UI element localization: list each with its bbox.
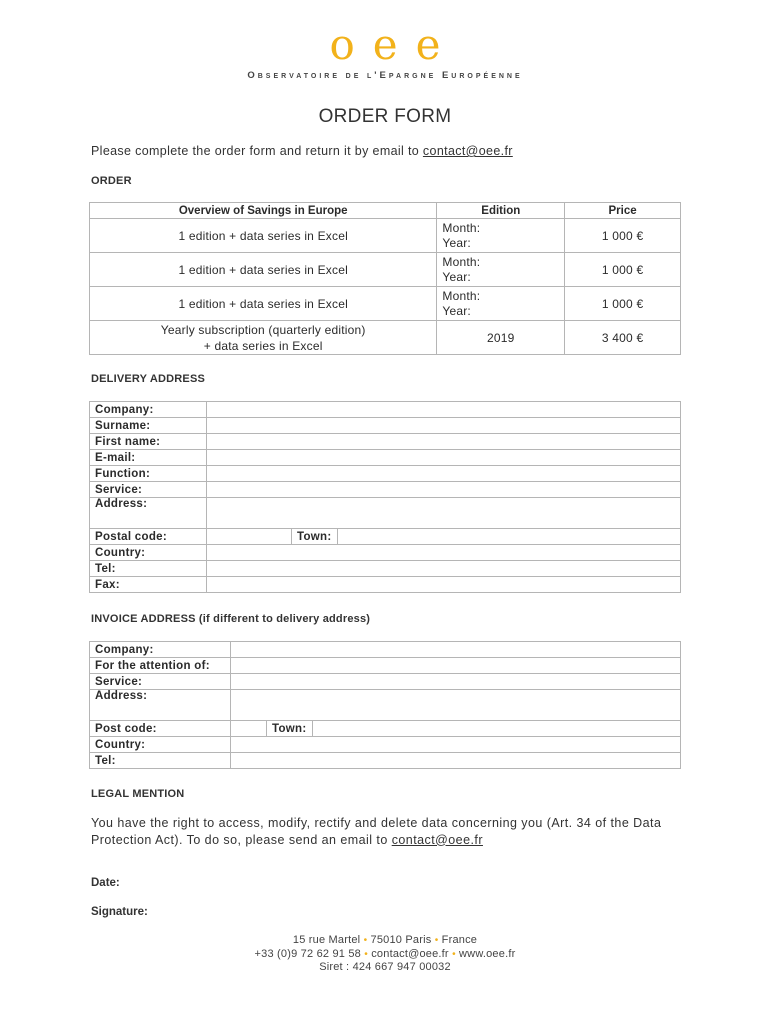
footer-siret: Siret : 424 667 947 00032: [319, 961, 451, 973]
company-field[interactable]: [207, 402, 681, 418]
first-name-label: First name:: [90, 434, 207, 450]
intro-sentence: Please complete the order form and return it by email to: [91, 144, 420, 158]
service-field[interactable]: [207, 482, 681, 498]
tel-field[interactable]: [231, 753, 681, 769]
order-heading: ORDER: [91, 175, 132, 187]
surname-field[interactable]: [207, 418, 681, 434]
tel-label: Tel:: [90, 753, 231, 769]
edition-cell[interactable]: [437, 219, 565, 253]
postal-code-field[interactable]: [207, 529, 292, 545]
footer-city: 75010 Paris: [370, 934, 432, 946]
price-cell: 1 000 €: [565, 253, 681, 287]
org-name: Observatoire de l'Epargne Européenne: [247, 70, 523, 81]
edition-cell[interactable]: [437, 253, 565, 287]
country-field[interactable]: [207, 545, 681, 561]
address-label: Address:: [90, 690, 231, 721]
table-row: [90, 219, 681, 253]
function-label: Function:: [90, 466, 207, 482]
page-title: ORDER FORM: [318, 106, 452, 127]
post-code-label: Post code:: [90, 721, 231, 737]
footer-country: France: [441, 934, 478, 946]
price-cell: 1 000 €: [565, 219, 681, 253]
service-label: Service:: [90, 482, 207, 498]
subscription-line1: Yearly subscription (quarterly edition): [160, 322, 366, 337]
invoice-form: [89, 641, 681, 769]
attention-field[interactable]: [231, 658, 681, 674]
post-code-field[interactable]: [231, 721, 267, 737]
email-label: E-mail:: [90, 450, 207, 466]
postal-code-label: Postal code:: [90, 529, 207, 545]
month-label: Month:: [442, 220, 481, 235]
intro-email-link[interactable]: contact@oee.fr: [422, 144, 513, 158]
order-table: [89, 202, 681, 355]
signature-label: Signature:: [91, 906, 148, 918]
town-field[interactable]: [337, 529, 681, 545]
company-label: Company:: [90, 402, 207, 418]
legal-email-link[interactable]: contact@oee.fr: [391, 832, 483, 847]
bullet-icon: •: [452, 948, 456, 960]
product-cell: 1 edition + data series in Excel: [90, 253, 437, 287]
legal-sentence: You have the right to access, modify, rectify and delete data concerning you (Art. 34 of the Data Protection Act). To do so, please send an email to: [91, 816, 662, 847]
col-product: Overview of Savings in Europe: [90, 203, 437, 219]
bullet-icon: •: [364, 948, 368, 960]
email-field[interactable]: [207, 450, 681, 466]
price-cell: 3 400 €: [565, 321, 681, 355]
first-name-field[interactable]: [207, 434, 681, 450]
month-label: Month:: [442, 254, 481, 269]
surname-label: Surname:: [90, 418, 207, 434]
col-price: Price: [565, 203, 681, 219]
subscription-line2: + data series in Excel: [203, 338, 323, 353]
function-field[interactable]: [207, 466, 681, 482]
service-label: Service:: [90, 674, 231, 690]
footer-street: 15 rue Martel: [292, 934, 361, 946]
invoice-heading: INVOICE ADDRESS (if different to delivery address): [91, 613, 371, 625]
footer: [0, 934, 770, 975]
footer-address-line: [0, 934, 770, 948]
table-header-row: [90, 203, 681, 219]
footer-email[interactable]: contact@oee.fr: [371, 947, 449, 960]
town-label: Town:: [292, 529, 338, 545]
price-cell: 1 000 €: [565, 287, 681, 321]
footer-contact-line: [0, 948, 770, 962]
legal-heading: LEGAL MENTION: [91, 788, 185, 800]
tel-label: Tel:: [90, 561, 207, 577]
address-field[interactable]: [207, 498, 681, 529]
table-row: [90, 321, 681, 355]
date-label: Date:: [91, 877, 120, 889]
fax-label: Fax:: [90, 577, 207, 593]
country-label: Country:: [90, 545, 207, 561]
service-field[interactable]: [231, 674, 681, 690]
header-logo: [0, 22, 770, 81]
company-field[interactable]: [231, 642, 681, 658]
bullet-icon: •: [434, 935, 439, 946]
town-field[interactable]: [312, 721, 681, 737]
table-row: [90, 287, 681, 321]
country-label: Country:: [90, 737, 231, 753]
address-field[interactable]: [231, 690, 681, 721]
intro-text: [91, 144, 513, 158]
year-label: Year:: [442, 235, 471, 250]
legal-text: [91, 815, 691, 848]
table-row: [90, 253, 681, 287]
product-cell: 1 edition + data series in Excel: [90, 287, 437, 321]
edition-cell: 2019: [437, 321, 565, 355]
company-label: Company:: [90, 642, 231, 658]
product-cell: [90, 321, 437, 355]
year-label: Year:: [442, 303, 471, 318]
col-edition: Edition: [437, 203, 565, 219]
delivery-heading: DELIVERY ADDRESS: [91, 373, 206, 385]
edition-cell[interactable]: [437, 287, 565, 321]
delivery-form: [89, 401, 681, 593]
footer-phone: +33 (0)9 72 62 91 58: [254, 947, 361, 960]
address-label: Address:: [90, 498, 207, 529]
tel-field[interactable]: [207, 561, 681, 577]
country-field[interactable]: [231, 737, 681, 753]
month-label: Month:: [442, 288, 481, 303]
town-label: Town:: [267, 721, 313, 737]
year-label: Year:: [442, 269, 471, 284]
fax-field[interactable]: [207, 577, 681, 593]
product-cell: 1 edition + data series in Excel: [90, 219, 437, 253]
footer-web[interactable]: www.oee.fr: [459, 947, 516, 960]
bullet-icon: •: [363, 935, 368, 946]
attention-label: For the attention of:: [90, 658, 231, 674]
oee-logo: oee: [329, 20, 459, 69]
